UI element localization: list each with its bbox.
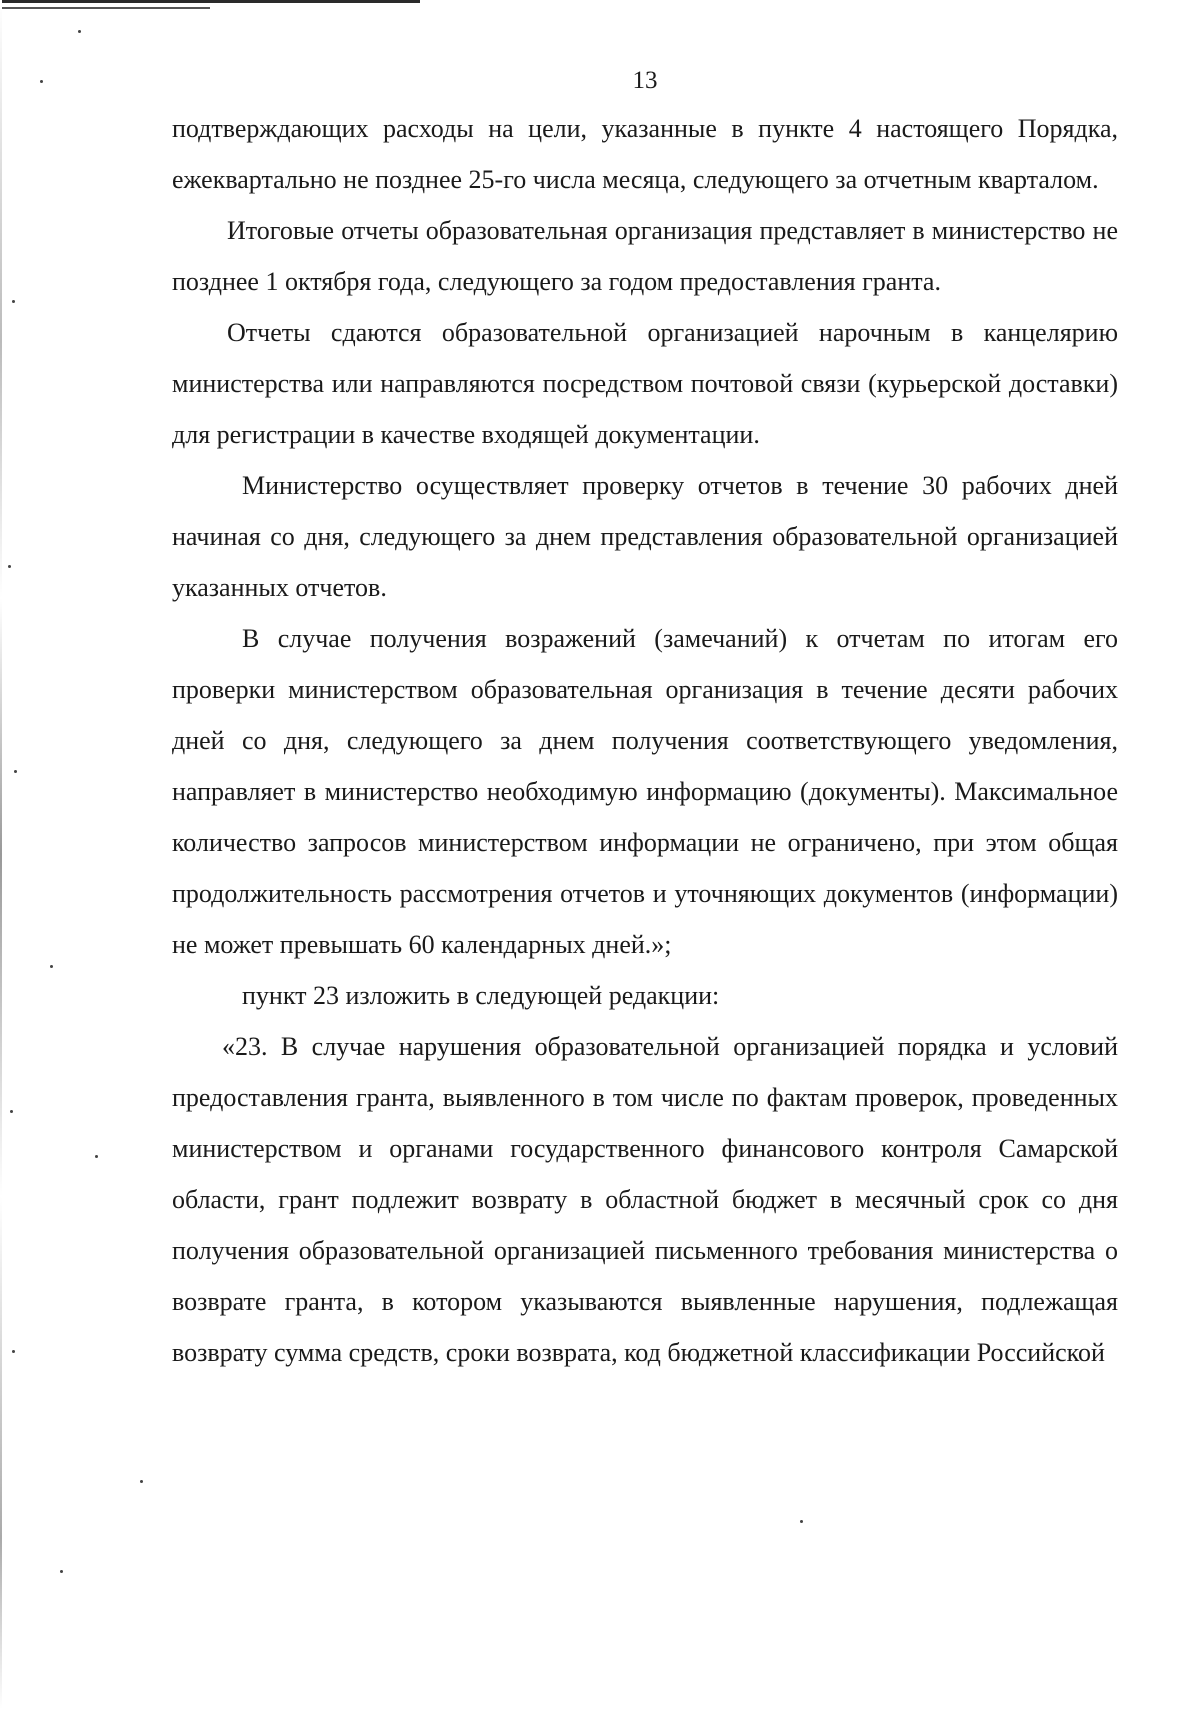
top-border-line xyxy=(0,0,420,3)
paragraph-item-23: «23. В случае нарушения образовательной организацией порядка и условий предоставления гранта, выявленного в том числе по фактам проверок, проведенных министерством и органами государственного финансового контроля Самарской области, грант подлежит возврату в областной бюджет в месячный срок со дня получения образовательной организацией письменного требования министерства о возврате гранта, в котором указываются выявленные нарушения, подлежащая возврату сумма средств, сроки возврата, код бюджетной классификации Российской xyxy=(172,1032,1118,1367)
paragraph-objections: В случае получения возражений (замечаний) к отчетам по итогам его проверки министерством образовательная организация в течение десяти рабочих дней со дня, следующего за днем получения соответствующего уведомления, направляет в министерство необходимую информацию (документы). Максимальное количество запросов министерством информации не ограничено, при этом общая продолжительность рассмотрения отчетов и уточняющих документов (информации) не может превышать 60 календарных дней.»; xyxy=(172,624,1118,959)
scan-left-edge xyxy=(0,0,2,1709)
document-body xyxy=(172,103,1118,1378)
paragraph-item-23-intro: пункт 23 изложить в следующей редакции: xyxy=(242,981,720,1010)
page-number: 13 xyxy=(632,67,658,94)
paragraph-reports-submission: Отчеты сдаются образовательной организацией нарочным в канцелярию министерства или направляются посредством почтовой связи (курьерской доставки) для регистрации в качестве входящей документации. xyxy=(172,318,1118,449)
top-border-line-secondary xyxy=(0,7,210,9)
paragraph-continuation: подтверждающих расходы на цели, указанные в пункте 4 настоящего Порядка, ежеквартально не позднее 25-го числа месяца, следующего за отчетным кварталом. xyxy=(172,114,1118,194)
paragraph-reports-review: Министерство осуществляет проверку отчетов в течение 30 рабочих дней начиная со дня, следующего за днем представления образовательной организацией указанных отчетов. xyxy=(172,471,1118,602)
paragraph-final-reports: Итоговые отчеты образовательная организация представляет в министерство не позднее 1 октября года, следующего за годом предоставления гранта. xyxy=(172,216,1118,296)
